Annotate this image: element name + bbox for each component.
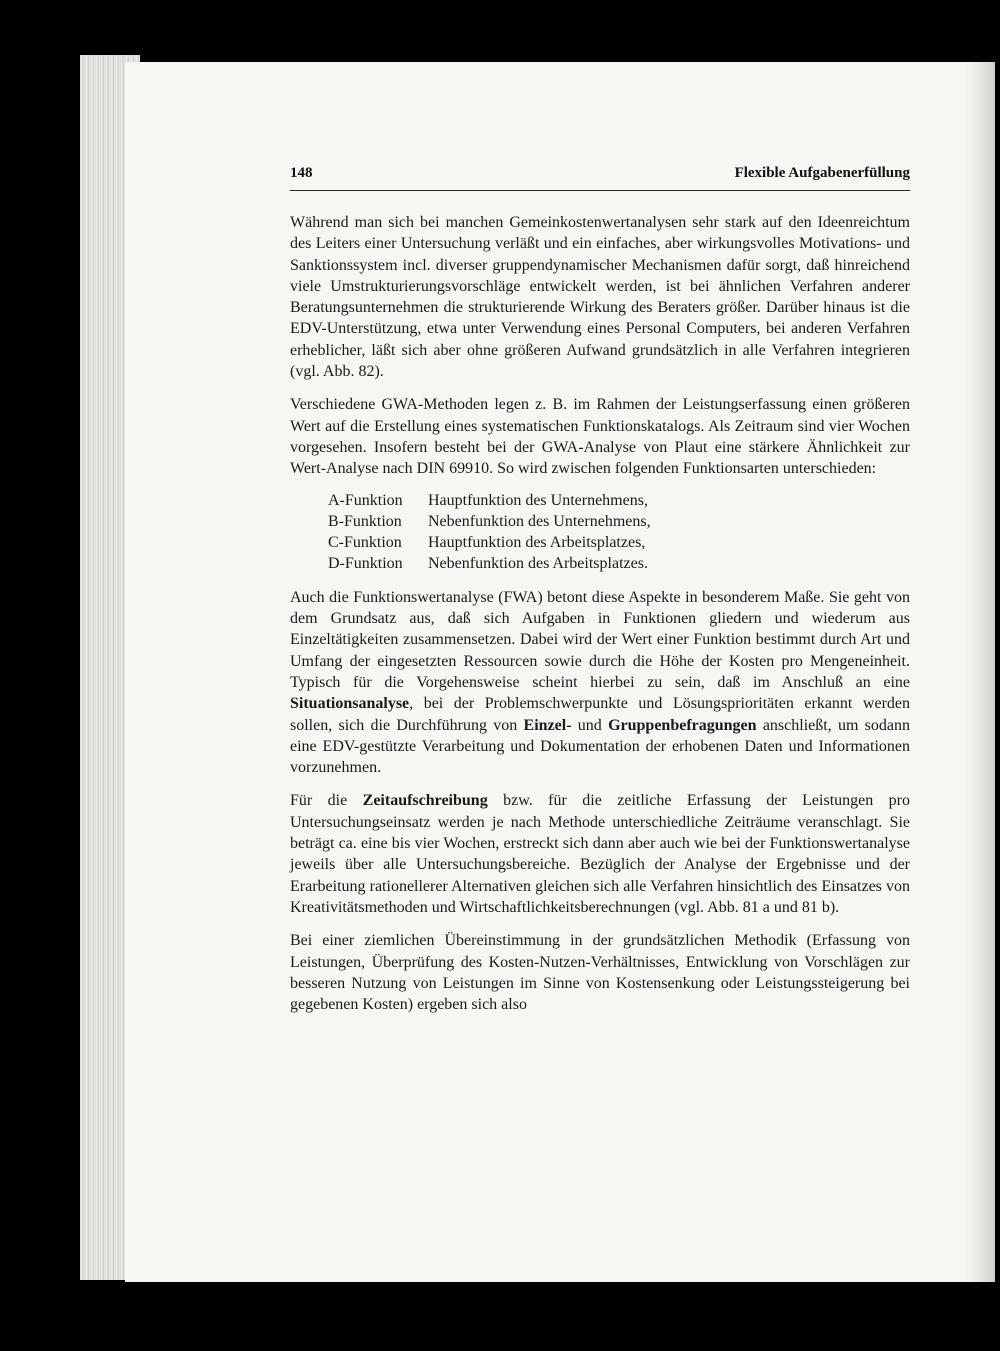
function-code: B-Funktion [328,512,402,530]
text-run: und [571,716,609,734]
function-description: Hauptfunktion des Unternehmens, [428,491,648,509]
page-number: 148 [290,165,313,181]
term-situationsanalyse: Situationsanalyse [290,695,410,713]
function-list [328,490,910,575]
running-header [290,160,910,191]
function-code: D-Funktion [328,555,403,573]
paragraph-3 [290,587,910,779]
paragraph-5: Bei einer ziemlichen Übereinstimmung in der grundsätzlichen Methodik (Erfassung von Leistungen, Überprüfung des Kosten-Nutzen-Verhältnisses, Entwicklung von Vorschlägen zur besseren Nutzung von Leistungen im Sinne von Kostensenkung oder Leistungssteigerung bei gegebenen Kosten) ergeben sich also [290,932,910,1014]
text-run: , bei der Problemschwerpunkte und Lösungsprioritäten erkannt werden sollen, sich die Durchführung von [290,695,910,734]
term-einzel: Einzel- [523,716,572,734]
term-zeitaufschreibung: Zeitaufschreibung [362,792,488,810]
text-run: Für die [290,792,363,810]
text-run: anschließt, um sodann eine EDV-gestützte Verarbeitung und Dokumentation der erhobenen Daten und Informationen vorzunehmen. [290,716,910,777]
body-text [290,212,910,1027]
function-item [328,490,910,511]
function-item [328,511,910,532]
text-run: bzw. für die zeitliche Erfassung der Leistungen pro Untersuchungseinsatz werden je nach Methode unterschiedliche Zeiträume veranschlagt. Sie beträgt ca. eine bis vier Wochen, erstreckt sich dann aber auch wie bei der Funktionswertanalyse jeweils über alle Untersuchungsbereiche. Bezüglich der Analyse der Ergebnisse und der Erarbeitung rationellerer Alternativen gleichen sich alle Verfahren hinsichtlich des Einsatzes von Kreativitätsmethoden und Wirtschaftlichkeitsberechnungen (vgl. Abb. 81 a und 81 b). [290,792,910,916]
function-item [328,553,910,574]
paragraph-4 [290,790,910,918]
running-title: Flexible Aufgabenerfüllung [734,165,910,181]
function-code: A-Funktion [328,491,403,509]
function-item [328,532,910,553]
text-run: Auch die Funktionswertanalyse (FWA) betont diese Aspekte in besonderem Maße. Sie geht von dem Grundsatz aus, daß sich Aufgaben in Funktionen gliedern und wiederum aus Einzeltätigkeiten zusammensetzen. Dabei wird der Wert einer Funktion bestimmt durch Art und Umfang der eingesetzten Ressourcen sowie durch die Höhe der Kosten pro Mengeneinheit. Typisch für die Vorgehensweise scheint hierbei zu sein, daß im Anschluß an eine [290,588,910,691]
paragraph-1: Während man sich bei manchen Gemeinkostenwertanalysen sehr stark auf den Ideenreichtum des Leiters einer Untersuchung verläßt und ein einfaches, aber wirkungsvolles Motivations- und Sanktionssystem incl. diverser gruppendynamischer Mechanismen dafür sorgt, daß hinreichend viele Umstrukturierungsvorschläge entwickelt werden, ist bei ähnlichen Verfahren anderer Beratungsunternehmen die strukturierende Wirkung des Beraters größer. Darüber hinaus ist die EDV-Unterstützung, etwa unter Verwendung eines Personal Computers, bei anderen Verfahren erheblicher, läßt sich aber ohne größeren Aufwand grundsätzlich in alle Verfahren integrieren (vgl. Abb. 82). [290,214,910,381]
function-description: Nebenfunktion des Arbeitsplatzes. [428,555,648,573]
page-gutter-shadow [965,62,995,1282]
paragraph-2: Verschiedene GWA-Methoden legen z. B. im Rahmen der Leistungserfassung einen größeren Wert auf die Erstellung eines systematischen Funktionskatalogs. Als Zeitraum sind vier Wochen vorgesehen. Insofern besteht bei der GWA-Analyse von Plaut eine stärkere Ähnlichkeit zur Wert-Analyse nach DIN 69910. So wird zwischen folgenden Funktionsarten unterschieden: [290,396,910,478]
function-description: Nebenfunktion des Unternehmens, [428,512,651,530]
function-code: C-Funktion [328,534,402,552]
function-description: Hauptfunktion des Arbeitsplatzes, [428,534,646,552]
term-gruppenbefragungen: Gruppenbefragungen [608,716,757,734]
